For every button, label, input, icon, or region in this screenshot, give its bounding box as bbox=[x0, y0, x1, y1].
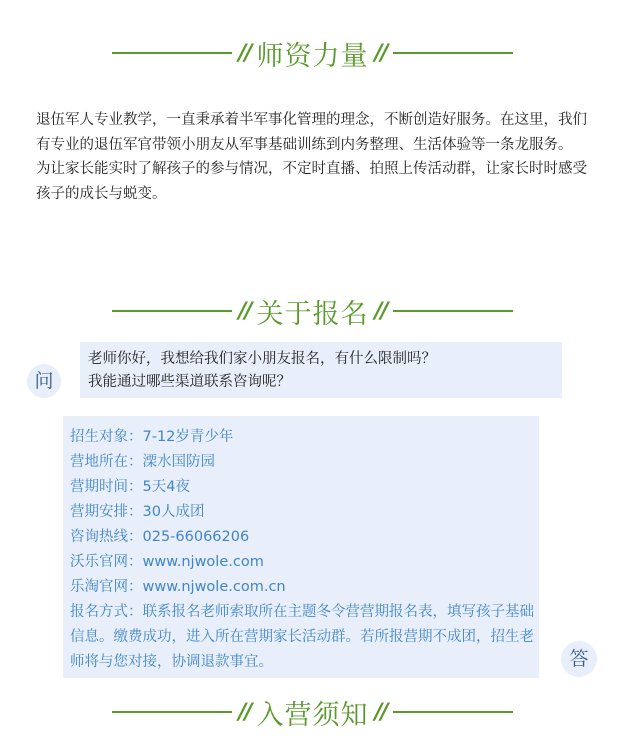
divider-line-left bbox=[112, 52, 232, 54]
slash-mark-left: // bbox=[238, 298, 251, 324]
intro-text bbox=[36, 108, 596, 206]
question-bubble bbox=[80, 342, 562, 398]
section-title-signup: 关于报名 bbox=[256, 298, 369, 330]
intro-paragraph-2: 为让家长能实时了解孩子的参与情况，不定时直播、拍照上传活动群，让家长时时感受孩子的成长与蜕变。 bbox=[36, 161, 587, 202]
section-title-notice: 入营须知 bbox=[256, 699, 369, 731]
slash-mark-left: // bbox=[238, 699, 251, 725]
answer-avatar: 答 bbox=[561, 641, 597, 677]
question-line-1: 老师你好，我想给我们家小朋友报名，有什么限制吗？ bbox=[88, 351, 436, 367]
answer-hotline: 咨询热线：025-66066206 bbox=[70, 529, 250, 545]
answer-bubble bbox=[63, 416, 539, 678]
section-title-teachers: 师资力量 bbox=[256, 40, 369, 72]
section-header-notice bbox=[0, 692, 625, 732]
slash-mark-right: // bbox=[374, 40, 387, 66]
answer-camp: 营地所在：溧水国防园 bbox=[70, 454, 215, 470]
answer-site-1: 沃乐官网：www.njwole.com bbox=[70, 554, 264, 570]
divider-line-right bbox=[393, 711, 513, 713]
section-header-signup bbox=[0, 291, 625, 331]
answer-method: 报名方式：联系报名老师索取所在主题冬令营营期报名表，填写孩子基础信息。缴费成功，进入所在营期家长活动群。若所报营期不成团，招生老师将与您对接，协调退款事宜。 bbox=[70, 604, 534, 670]
intro-paragraph-1: 退伍军人专业教学，一直秉承着半军事化管理的理念，不断创造好服务。在这里，我们有专业的退伍军官带领小朋友从军事基础训练到内务整理、生活体验等一条龙服务。 bbox=[36, 112, 587, 153]
divider-line-right bbox=[393, 52, 513, 54]
divider-line-left bbox=[112, 310, 232, 312]
divider-line-left bbox=[112, 711, 232, 713]
answer-arrangement: 营期安排：30人成团 bbox=[70, 504, 205, 520]
answer-duration: 营期时间：5天4夜 bbox=[70, 479, 190, 495]
slash-mark-left: // bbox=[238, 40, 251, 66]
answer-target: 招生对象：7-12岁青少年 bbox=[70, 429, 234, 445]
question-avatar: 问 bbox=[27, 364, 61, 398]
section-header-teachers bbox=[0, 33, 625, 73]
answer-site-2: 乐淘官网：www.njwole.com.cn bbox=[70, 579, 286, 595]
slash-mark-right: // bbox=[374, 298, 387, 324]
divider-line-right bbox=[393, 310, 513, 312]
question-line-2: 我能通过哪些渠道联系咨询呢？ bbox=[88, 373, 291, 390]
slash-mark-right: // bbox=[374, 699, 387, 725]
